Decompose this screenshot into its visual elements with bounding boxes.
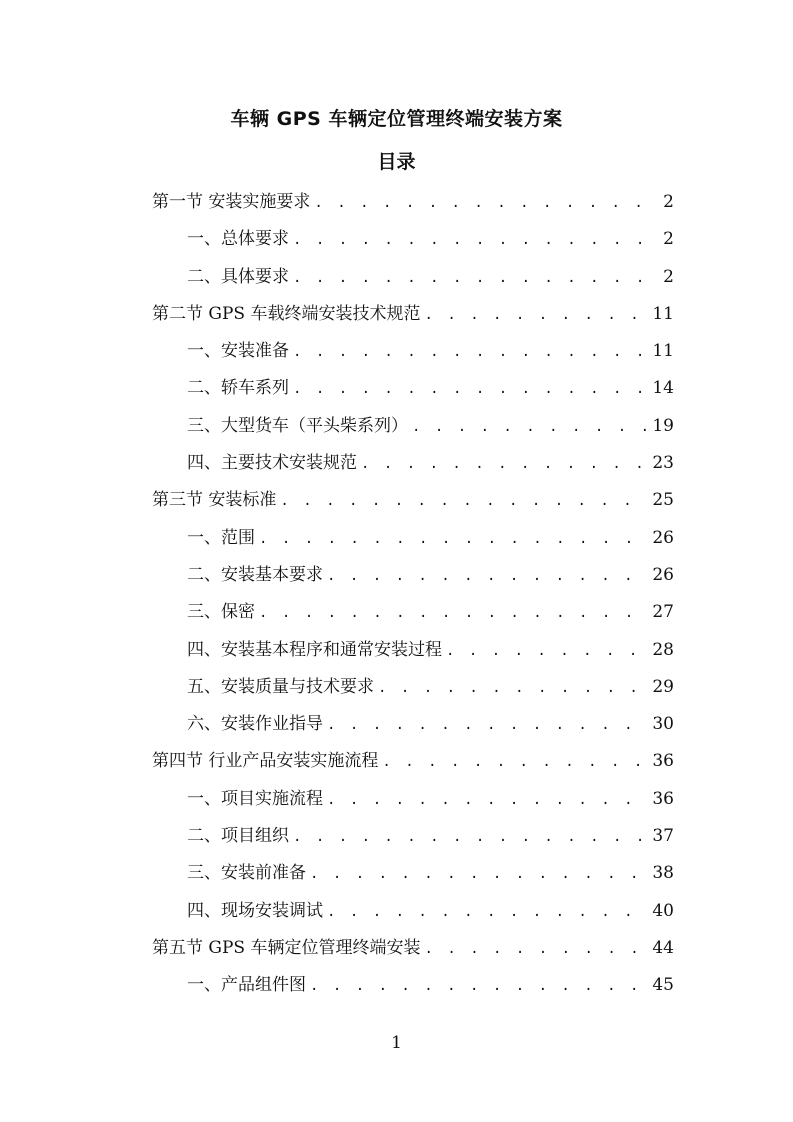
- toc-dot-leader: [310, 968, 648, 1005]
- toc-dot-leader: [446, 633, 648, 670]
- toc-subsection-entry[interactable]: [152, 445, 674, 482]
- toc-subsection-entry[interactable]: [152, 706, 674, 743]
- toc-dot-leader: [310, 856, 648, 893]
- toc-subsection-entry[interactable]: [152, 818, 674, 855]
- toc-dot-leader: [259, 595, 648, 632]
- toc-dot-leader: [259, 521, 648, 558]
- toc-entry-page: 30: [652, 714, 674, 735]
- toc-dot-leader: [378, 670, 648, 707]
- toc-entry-page: 23: [652, 453, 674, 474]
- toc-dot-leader: [293, 334, 648, 371]
- toc-subsection-entry[interactable]: [152, 855, 674, 892]
- toc-entry-page: 37: [652, 826, 674, 847]
- toc-dot-leader: [327, 782, 648, 819]
- toc-subsection-entry[interactable]: [152, 893, 674, 930]
- toc-entry-title: 一、安装准备: [187, 341, 289, 362]
- toc-entry-title: 二、轿车系列: [187, 378, 289, 399]
- toc-subsection-entry[interactable]: [152, 669, 674, 706]
- toc-entry-title: 六、安装作业指导: [187, 714, 323, 735]
- toc-subsection-entry[interactable]: [152, 333, 674, 370]
- toc-entry-page: 14: [652, 378, 674, 399]
- toc-entry-page: 40: [652, 900, 674, 921]
- toc-entry-title: 三、安装前准备: [187, 863, 306, 884]
- toc-section-entry[interactable]: [152, 482, 674, 519]
- toc-entry-title: 第一节 安装实施要求: [152, 192, 311, 212]
- toc-dot-leader: [327, 894, 648, 931]
- toc-dot-leader: [293, 260, 658, 297]
- toc-entry-page: 2: [663, 229, 674, 250]
- toc-subsection-entry[interactable]: [152, 557, 674, 594]
- toc-entry-page: 26: [652, 527, 674, 548]
- toc-entry-title: 二、项目组织: [187, 826, 289, 847]
- toc-entry-page: 44: [652, 937, 674, 958]
- toc-dot-leader: [327, 558, 648, 595]
- toc-entry-title: 一、项目实施流程: [187, 788, 323, 809]
- toc-section-entry[interactable]: [152, 930, 674, 967]
- toc-entry-page: 19: [652, 415, 674, 436]
- toc-entry-page: 25: [652, 490, 674, 511]
- toc-dot-leader: [361, 446, 648, 483]
- toc-subsection-entry[interactable]: [152, 781, 674, 818]
- toc-dot-leader: [293, 819, 648, 856]
- toc-entry-title: 五、安装质量与技术要求: [187, 676, 374, 697]
- toc-entry-page: 45: [652, 975, 674, 996]
- toc-entry-title: 二、安装基本要求: [187, 564, 323, 585]
- toc-section-entry[interactable]: [152, 743, 674, 780]
- toc-subsection-entry[interactable]: [152, 520, 674, 557]
- toc-dot-leader: [424, 931, 648, 968]
- toc-entry-page: 29: [652, 676, 674, 697]
- toc-entry-title: 四、现场安装调试: [187, 900, 323, 921]
- toc-entry-page: 2: [663, 266, 674, 287]
- toc-subsection-entry[interactable]: [152, 259, 674, 296]
- toc-entry-page: 28: [652, 639, 674, 660]
- toc-dot-leader: [424, 297, 648, 334]
- toc-section-entry[interactable]: [152, 184, 674, 221]
- table-of-contents: [152, 184, 674, 1005]
- toc-entry-page: 27: [652, 602, 674, 623]
- toc-entry-title: 四、主要技术安装规范: [187, 453, 357, 474]
- toc-dot-leader: [293, 222, 658, 259]
- page-number: 1: [391, 1033, 402, 1053]
- toc-entry-title: 三、保密: [187, 602, 255, 623]
- toc-entry-title: 一、总体要求: [187, 229, 289, 250]
- toc-subsection-entry[interactable]: [152, 594, 674, 631]
- toc-entry-title: 第三节 安装标准: [152, 490, 277, 511]
- toc-entry-title: 三、大型货车（平头柴系列）: [187, 415, 408, 436]
- toc-entry-title: 第四节 行业产品安装实施流程: [152, 751, 379, 772]
- toc-dot-leader: [327, 707, 648, 744]
- toc-entry-title: 二、具体要求: [187, 266, 289, 287]
- toc-entry-page: 2: [663, 192, 674, 212]
- toc-entry-page: 11: [652, 303, 674, 324]
- toc-dot-leader: [412, 409, 648, 446]
- toc-entry-page: 11: [652, 341, 674, 362]
- toc-dot-leader: [280, 483, 648, 520]
- toc-entry-title: 一、产品组件图: [187, 975, 306, 996]
- toc-subsection-entry[interactable]: [152, 632, 674, 669]
- toc-section-entry[interactable]: [152, 296, 674, 333]
- toc-entry-title: 第五节 GPS 车辆定位管理终端安装: [152, 937, 421, 958]
- toc-dot-leader: [293, 371, 648, 408]
- toc-entry-page: 38: [652, 863, 674, 884]
- document-title: 车辆 GPS 车辆定位管理终端安装方案: [230, 108, 563, 130]
- toc-subsection-entry[interactable]: [152, 408, 674, 445]
- toc-subsection-entry[interactable]: [152, 221, 674, 258]
- toc-entry-page: 36: [652, 788, 674, 809]
- toc-subsection-entry[interactable]: [152, 370, 674, 407]
- toc-dot-leader: [382, 744, 648, 781]
- toc-entry-title: 第二节 GPS 车载终端安装技术规范: [152, 303, 421, 324]
- toc-entry-page: 36: [652, 751, 674, 772]
- toc-dot-leader: [314, 185, 658, 222]
- toc-entry-title: 一、范围: [187, 527, 255, 548]
- toc-entry-page: 26: [652, 564, 674, 585]
- toc-subsection-entry[interactable]: [152, 967, 674, 1004]
- toc-heading: 目录: [377, 151, 416, 173]
- toc-entry-title: 四、安装基本程序和通常安装过程: [187, 639, 442, 660]
